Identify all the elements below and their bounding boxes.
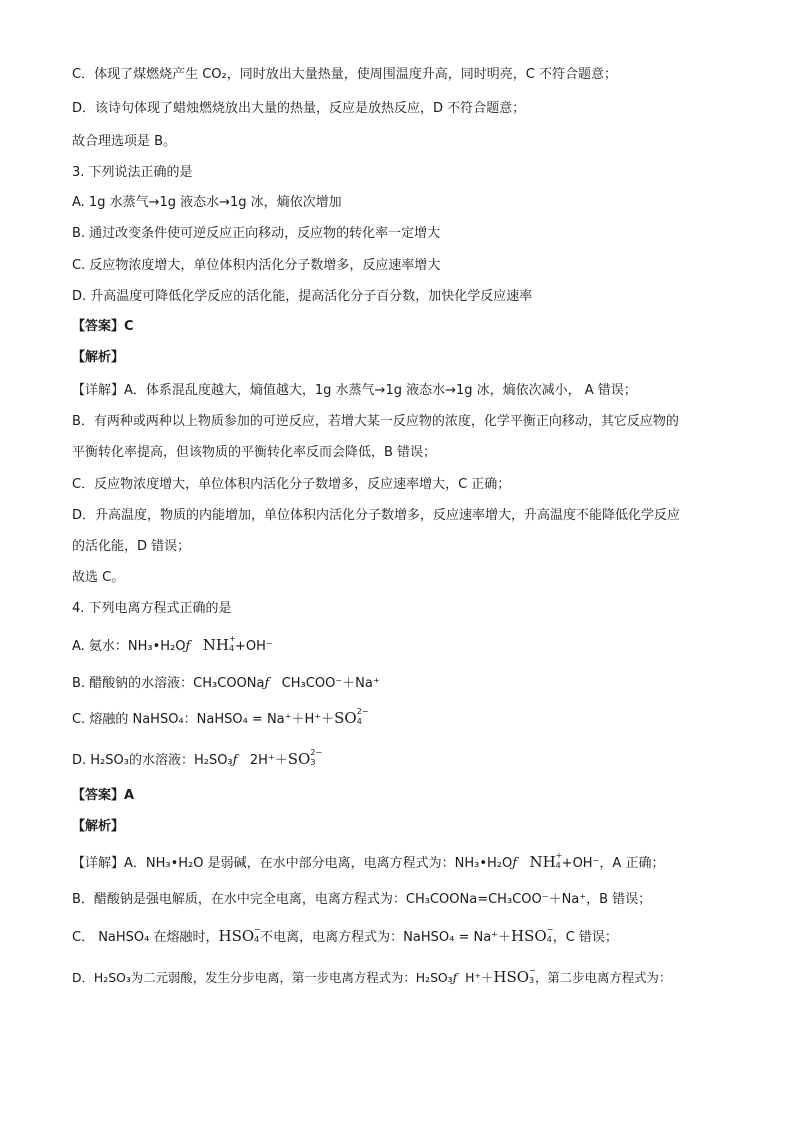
answer-label: 【答案】C	[72, 319, 134, 334]
ion-formula: NH	[202, 636, 229, 654]
subscript: 4	[546, 935, 552, 944]
explanation-line: 故选 C。	[72, 570, 125, 585]
question-3: 3. 下列说法正确的是	[72, 165, 193, 180]
text-line: 故合理选项是 B。	[72, 134, 177, 149]
explanation-line: 平衡转化率提高，但该物质的平衡转化率反而会降低，B 错误；	[72, 445, 437, 460]
explanation-line: B．醋酸钠是强电解质，在水中完全电离，电离方程式为：CH₃COONa=CH₃COO⁻＋Na⁺，B 错误；	[72, 892, 652, 907]
subscript: 3	[529, 976, 535, 985]
equilibrium-glyph: ƒ	[512, 856, 518, 871]
ion-formula: SO	[287, 750, 311, 768]
question-4: 4. 下列电离方程式正确的是	[72, 601, 232, 616]
option-text: C. 熔融的 NaHSO₄：NaHSO₄ = Na⁺＋H⁺＋	[72, 712, 335, 727]
option-d: D. 升高温度可降低化学反应的活化能，提高活化分子百分数，加快化学反应速率	[72, 289, 533, 304]
explanation-line: C．反应物浓度增大，单位体积内活化分子数增多，反应速率增大，C 正确；	[72, 477, 511, 492]
text-line: C．体现了煤燃烧产生 CO₂，同时放出大量热量，使周围温度升高，同时明亮，C 不符合题意；	[72, 67, 617, 82]
equilibrium-glyph: ƒ	[185, 639, 191, 654]
text-line: D．该诗句体现了蜡烛燃烧放出大量的热量，反应是放热反应，D 不符合题意；	[72, 101, 526, 116]
option-b	[72, 675, 380, 693]
charge: −	[546, 925, 554, 934]
explanation-line: D．升高温度，物质的内能增加，单位体积内活化分子数增多，反应速率增大，升高温度不能降低化学反应	[72, 508, 681, 523]
option-d	[72, 748, 323, 770]
option-a	[72, 636, 273, 656]
equilibrium-glyph: ƒ	[452, 970, 458, 985]
subscript: 4	[254, 935, 260, 944]
explanation-line: 的活化能，D 错误；	[72, 539, 191, 554]
explanation-line	[72, 927, 618, 947]
analysis-label: 【解析】	[72, 350, 125, 365]
equilibrium-glyph: ƒ	[264, 676, 270, 691]
charge: +	[555, 851, 563, 860]
explanation-text: 不电离，电离方程式为：NaHSO₄ = Na⁺＋	[260, 930, 512, 945]
answer-label: 【答案】A	[72, 788, 135, 803]
ion-formula: HSO	[511, 927, 547, 945]
option-b: B. 通过改变条件使可逆反应正向移动，反应物的转化率一定增大	[72, 226, 441, 241]
subscript: 4	[228, 644, 235, 653]
charge: −	[254, 925, 261, 934]
option-text: D. H₂SO₃的水溶液：H₂SO₃	[72, 753, 233, 768]
explanation-text: D．H₂SO₃为二元弱酸，发生分步电离，第一步电离方程式为：H₂SO₃	[72, 970, 453, 985]
explanation-text: H⁺＋	[465, 970, 494, 985]
option-text: +OH⁻	[234, 639, 273, 654]
explanation-line: 【详解】A．体系混乱度越大，熵值越大，1g 水蒸气→1g 液态水→1g 冰，熵依次减小， A 错误；	[72, 383, 637, 398]
ion-formula: SO	[334, 709, 357, 727]
explanation-line: B．有两种或两种以上物质参加的可逆反应，若增大某一反应物的浓度，化学平衡正向移动，其它反应物的	[72, 414, 679, 429]
explanation-text: ，C 错误；	[552, 930, 618, 945]
option-text: A. 氨水：NH₃•H₂O	[72, 639, 186, 654]
option-c	[72, 707, 369, 729]
explanation-text: C． NaHSO₄ 在熔融时，	[72, 930, 219, 945]
option-text: B. 醋酸钠的水溶液：CH₃COONa	[72, 676, 265, 691]
option-c: C. 反应物浓度增大，单位体积内活化分子数增多，反应速率增大	[72, 258, 441, 273]
explanation-text: ，第二步电离方程式为：	[535, 970, 672, 985]
ion-formula: HSO	[218, 927, 255, 945]
subscript: 4	[356, 717, 362, 726]
analysis-label: 【解析】	[72, 819, 125, 834]
charge: +	[228, 634, 236, 643]
explanation-text: +OH⁻，A 正确；	[561, 856, 665, 871]
subscript: 4	[555, 861, 561, 870]
option-a: A. 1g 水蒸气→1g 液态水→1g 冰，熵依次增加	[72, 195, 342, 210]
ion-formula: HSO	[493, 968, 530, 986]
charge: 2−	[356, 707, 369, 716]
explanation-text: 【详解】A．NH₃•H₂O 是弱碱，在水中部分电离，电离方程式为：NH₃•H₂O	[72, 856, 513, 871]
option-text: 2H⁺＋	[249, 753, 288, 768]
charge: −	[529, 966, 536, 975]
explanation-line	[72, 968, 671, 987]
charge: 2−	[310, 748, 323, 757]
subscript: 3	[310, 758, 316, 767]
option-text: CH₃COO⁻＋Na⁺	[281, 676, 380, 691]
explanation-line	[72, 853, 664, 873]
ion-formula: NH	[529, 853, 556, 871]
equilibrium-glyph: ƒ	[232, 753, 238, 768]
